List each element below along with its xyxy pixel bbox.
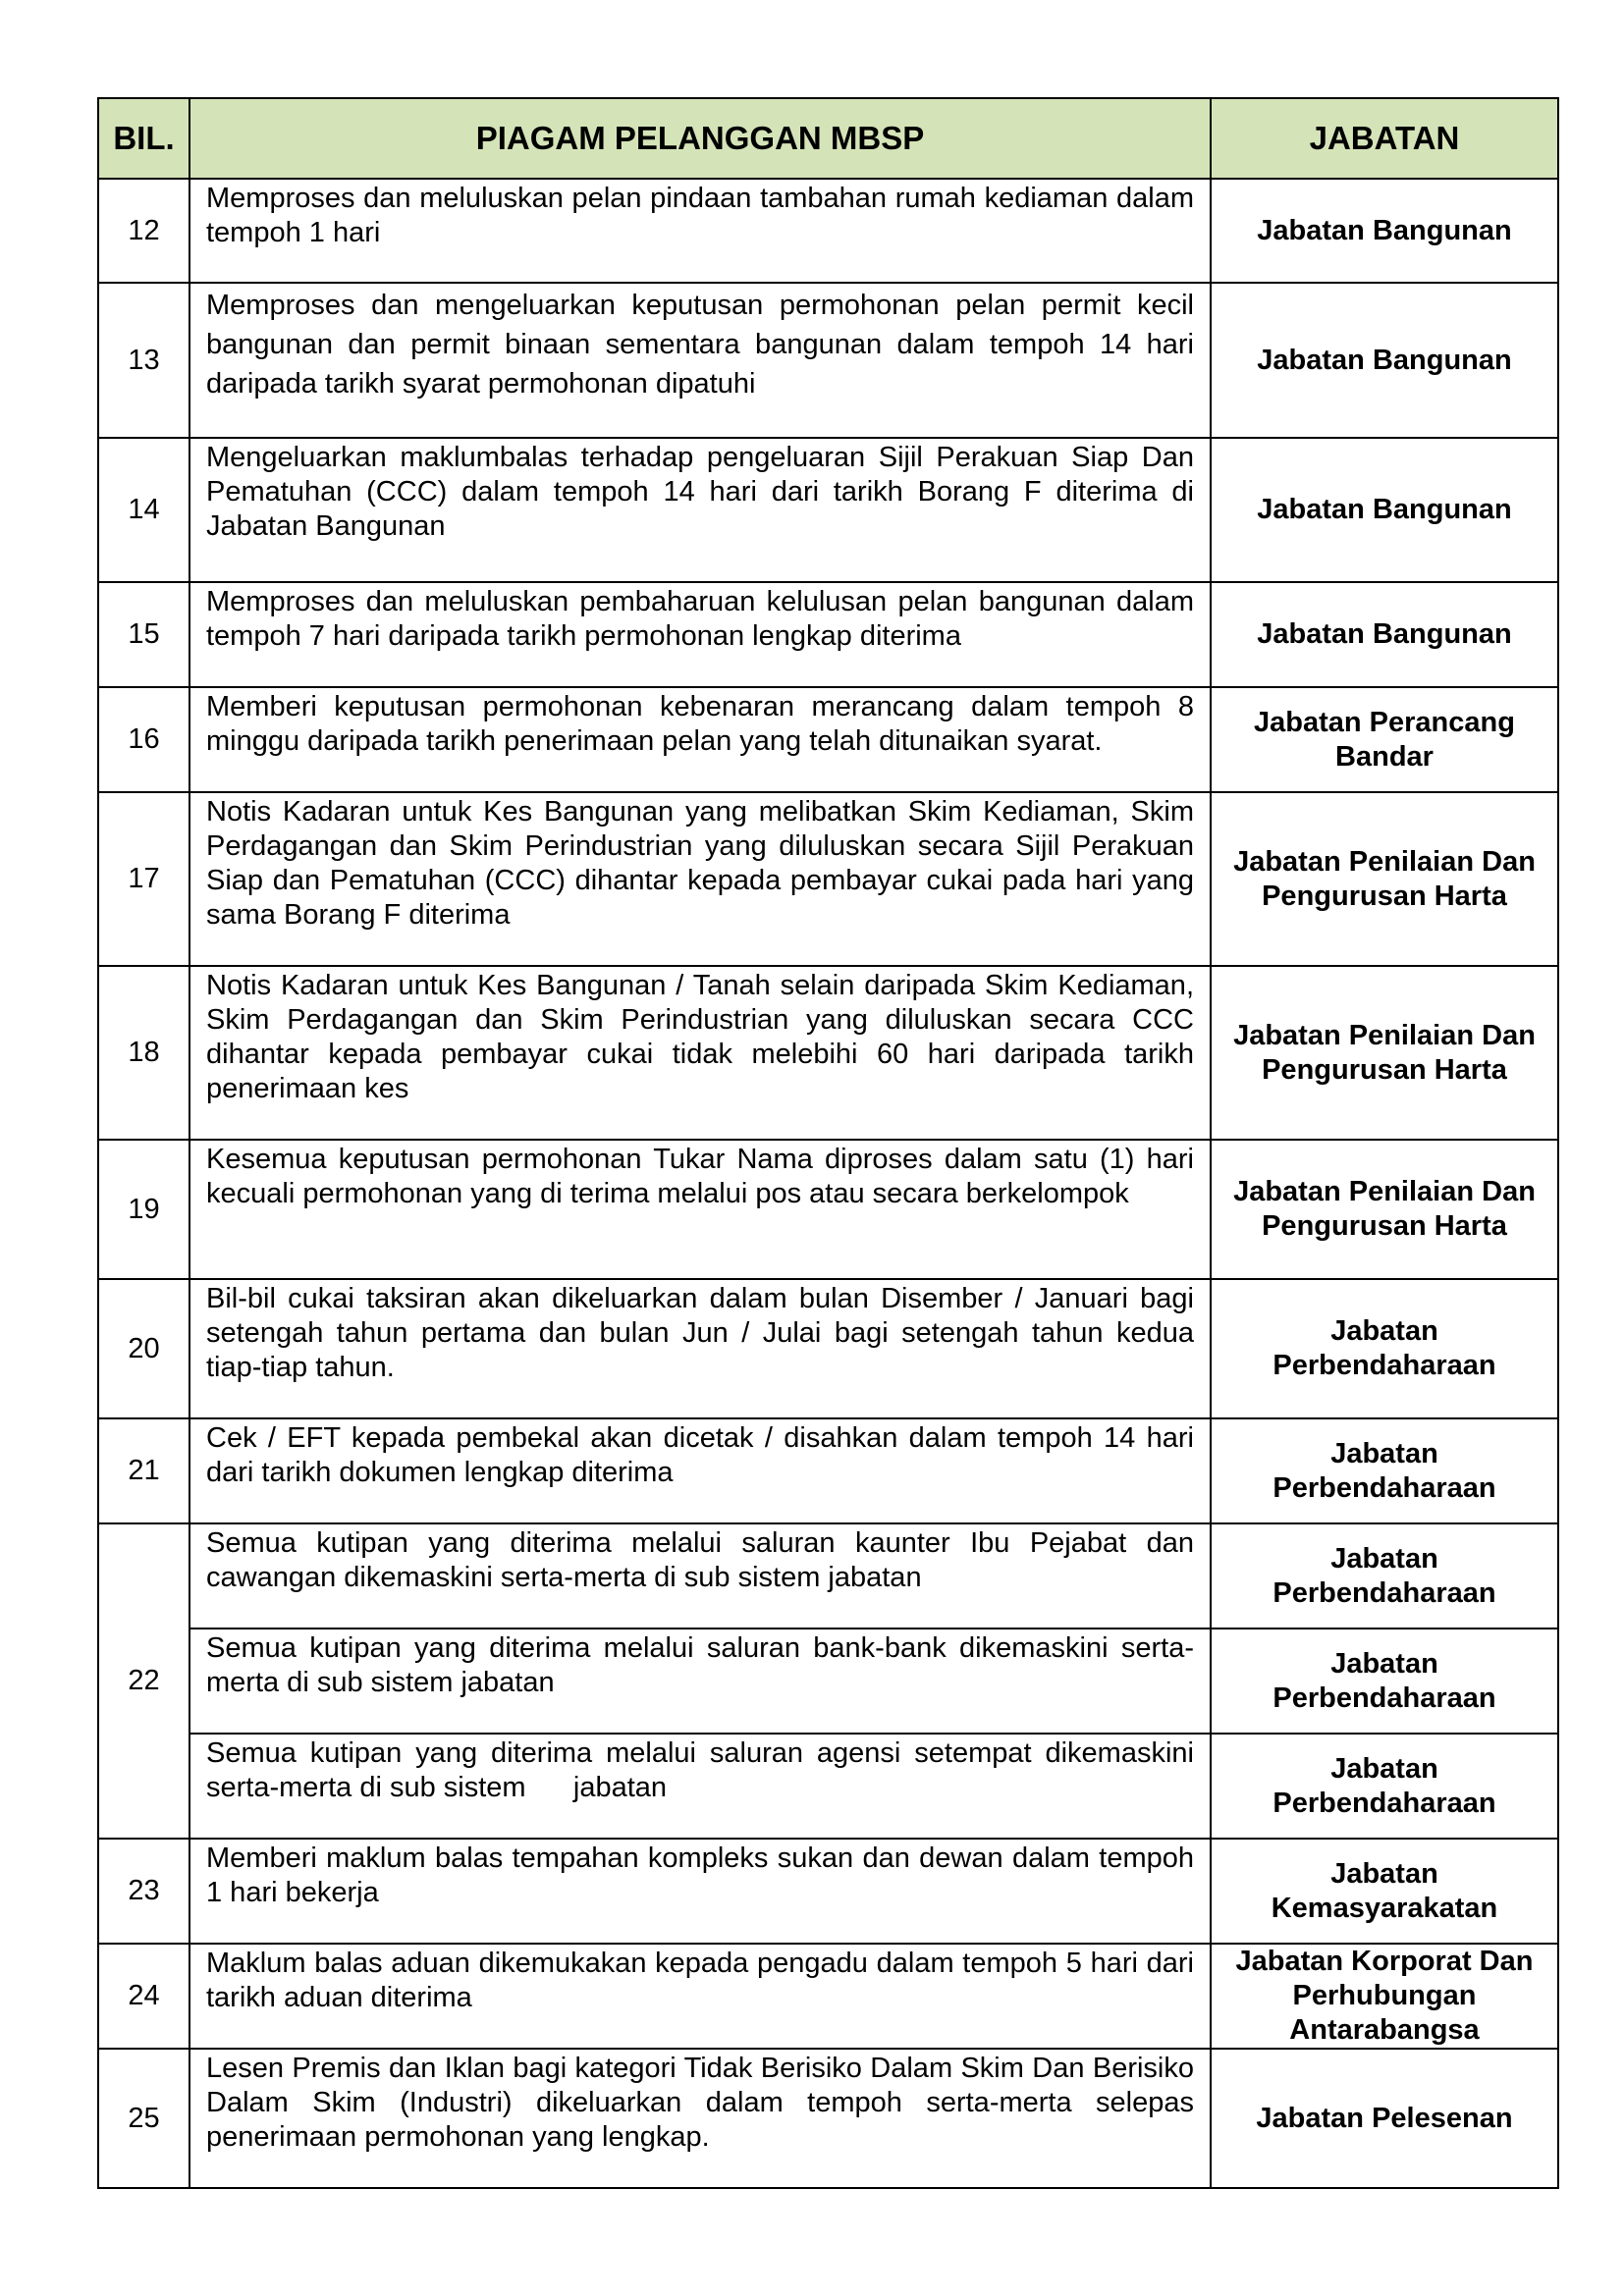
row-number: 22 xyxy=(98,1523,189,1839)
row-description-text: Memproses dan meluluskan pelan pindaan tambahan rumah kediaman dalam tempoh 1 hari xyxy=(206,183,1194,248)
row-number: 17 xyxy=(98,792,189,966)
table-row xyxy=(98,283,1558,438)
row-number: 12 xyxy=(98,179,189,283)
row-description-text: Bil-bil cukai taksiran akan dikeluarkan dalam bulan Disember / Januari bagi setengah tahun pertama dan bulan Jun / Julai bagi setengah tahun kedua tiap-tiap tahun. xyxy=(206,1283,1194,1383)
row-description-text: Semua kutipan yang diterima melalui saluran bank-bank dikemaskini serta-merta di sub sistem jabatan xyxy=(206,1632,1194,1698)
row-department: Jabatan Penilaian Dan Pengurusan Harta xyxy=(1211,792,1558,966)
table-row xyxy=(98,792,1558,966)
row-description xyxy=(189,1839,1211,1944)
row-department: Jabatan Bangunan xyxy=(1211,283,1558,438)
row-number: 20 xyxy=(98,1279,189,1418)
row-description xyxy=(189,1140,1211,1279)
row-department: Jabatan Kemasyarakatan xyxy=(1211,1839,1558,1944)
row-description xyxy=(189,1629,1211,1734)
row-department: Jabatan Perbendaharaan xyxy=(1211,1418,1558,1523)
row-description xyxy=(189,2049,1211,2188)
row-department: Jabatan Bangunan xyxy=(1211,438,1558,582)
row-number: 19 xyxy=(98,1140,189,1279)
row-description-text: Memberi keputusan permohonan kebenaran merancang dalam tempoh 8 minggu daripada tarikh penerimaan pelan yang telah ditunaikan syarat. xyxy=(206,691,1194,757)
row-department: Jabatan Pelesenan xyxy=(1211,2049,1558,2188)
table-header-row xyxy=(98,98,1558,179)
row-number: 15 xyxy=(98,582,189,687)
table-row xyxy=(98,1839,1558,1944)
table-row xyxy=(98,1629,1558,1734)
row-description xyxy=(189,582,1211,687)
table-row xyxy=(98,438,1558,582)
row-description xyxy=(189,1523,1211,1629)
row-description-text: Maklum balas aduan dikemukakan kepada pengadu dalam tempoh 5 hari dari tarikh aduan diterima xyxy=(206,1948,1194,2013)
row-description xyxy=(189,1279,1211,1418)
row-description xyxy=(189,792,1211,966)
row-description xyxy=(189,438,1211,582)
table-row xyxy=(98,2049,1558,2188)
row-description xyxy=(189,283,1211,438)
header-no: BIL. xyxy=(98,98,189,179)
row-description-text: Memberi maklum balas tempahan kompleks sukan dan dewan dalam tempoh 1 hari bekerja xyxy=(206,1842,1194,1908)
row-description-text: Notis Kadaran untuk Kes Bangunan yang melibatkan Skim Kediaman, Skim Perdagangan dan Skim Perindustrian yang diluluskan secara Sijil Perakuan Siap dan Pematuhan (CCC) dihantar kepada pembayar cukai pada hari yang sama Borang F diterima xyxy=(206,796,1194,931)
customer-charter-table xyxy=(97,97,1559,2189)
row-description-text: Kesemua keputusan permohonan Tukar Nama diproses dalam satu (1) hari kecuali permohonan yang di terima melalui pos atau secara berkelompok xyxy=(206,1144,1194,1209)
table-row xyxy=(98,1944,1558,2049)
row-description-text: Semua kutipan yang diterima melalui saluran agensi setempat dikemaskini serta-merta di sub sistem jabatan xyxy=(206,1737,1203,1803)
row-description xyxy=(189,1734,1211,1839)
row-department: Jabatan Perbendaharaan xyxy=(1211,1523,1558,1629)
row-department: Jabatan Perbendaharaan xyxy=(1211,1734,1558,1839)
table-row xyxy=(98,687,1558,792)
row-department: Jabatan Bangunan xyxy=(1211,582,1558,687)
row-number: 21 xyxy=(98,1418,189,1523)
row-description-text: Lesen Premis dan Iklan bagi kategori Tidak Berisiko Dalam Skim Dan Berisiko Dalam Skim (Industri) dikeluarkan dalam tempoh serta-merta selepas penerimaan permohonan yang lengkap. xyxy=(206,2053,1194,2153)
row-description xyxy=(189,687,1211,792)
row-department: Jabatan Penilaian Dan Pengurusan Harta xyxy=(1211,966,1558,1140)
row-description-text: Cek / EFT kepada pembekal akan dicetak / disahkan dalam tempoh 14 hari dari tarikh dokumen lengkap diterima xyxy=(206,1422,1194,1488)
row-department: Jabatan Penilaian Dan Pengurusan Harta xyxy=(1211,1140,1558,1279)
row-description-text: Memproses dan meluluskan pembaharuan kelulusan pelan bangunan dalam tempoh 7 hari daripada tarikh permohonan lengkap diterima xyxy=(206,586,1194,652)
header-charter: PIAGAM PELANGGAN MBSP xyxy=(189,98,1211,179)
row-department: Jabatan Perancang Bandar xyxy=(1211,687,1558,792)
table-row xyxy=(98,1523,1558,1629)
row-number: 13 xyxy=(98,283,189,438)
row-description-text: Mengeluarkan maklumbalas terhadap pengeluaran Sijil Perakuan Siap Dan Pematuhan (CCC) dalam tempoh 14 hari dari tarikh Borang F diterima di Jabatan Bangunan xyxy=(206,442,1194,542)
row-number: 18 xyxy=(98,966,189,1140)
row-number: 16 xyxy=(98,687,189,792)
header-department: JABATAN xyxy=(1211,98,1558,179)
row-description xyxy=(189,1418,1211,1523)
row-number: 23 xyxy=(98,1839,189,1944)
table-row xyxy=(98,582,1558,687)
row-department: Jabatan Bangunan xyxy=(1211,179,1558,283)
table-row xyxy=(98,1418,1558,1523)
row-number: 25 xyxy=(98,2049,189,2188)
row-description-text: Memproses dan mengeluarkan keputusan permohonan pelan permit kecil bangunan dan permit binaan sementara bangunan dalam tempoh 14 hari daripada tarikh syarat permohonan dipatuhi xyxy=(206,290,1194,400)
row-department: Jabatan Korporat Dan Perhubungan Antarabangsa xyxy=(1211,1944,1558,2049)
table-row xyxy=(98,1279,1558,1418)
table-row xyxy=(98,1734,1558,1839)
row-department: Jabatan Perbendaharaan xyxy=(1211,1279,1558,1418)
table-row xyxy=(98,179,1558,283)
row-number: 14 xyxy=(98,438,189,582)
row-description xyxy=(189,1944,1211,2049)
row-description xyxy=(189,966,1211,1140)
table-row xyxy=(98,1140,1558,1279)
row-department: Jabatan Perbendaharaan xyxy=(1211,1629,1558,1734)
row-number: 24 xyxy=(98,1944,189,2049)
row-description xyxy=(189,179,1211,283)
row-description-text: Notis Kadaran untuk Kes Bangunan / Tanah selain daripada Skim Kediaman, Skim Perdagangan dan Skim Perindustrian yang diluluskan secara CCC dihantar kepada pembayar cukai tidak melebihi 60 hari daripada tarikh penerimaan kes xyxy=(206,970,1194,1104)
row-description-text: Semua kutipan yang diterima melalui saluran kaunter Ibu Pejabat dan cawangan dikemaskini serta-merta di sub sistem jabatan xyxy=(206,1527,1194,1593)
table-row xyxy=(98,966,1558,1140)
